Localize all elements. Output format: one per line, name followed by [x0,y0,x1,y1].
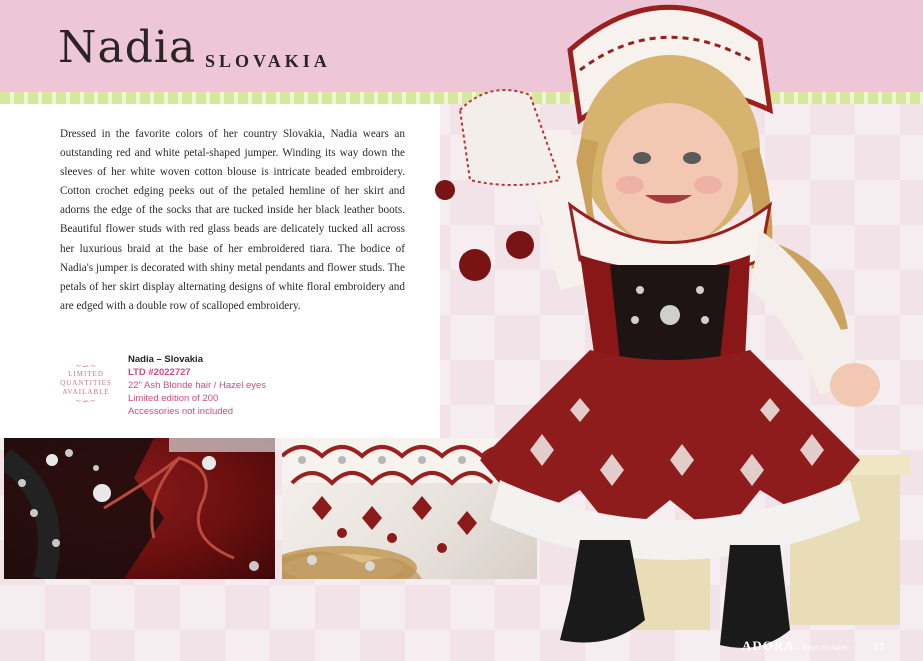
product-name: Nadia – Slovakia [128,354,203,365]
product-accessories: Accessories not included [128,406,234,417]
limited-quantities-badge [58,362,114,406]
badge-ornament-bottom: ~∽~ [75,396,97,406]
doll-name-title: Nadia [58,22,197,73]
bodice-detail-photo [4,438,275,579]
page-footer [742,638,884,654]
product-ltd-number: LTD #2022727 [128,367,191,378]
country-subtitle: SLOVAKIA [205,51,331,71]
product-hair-eyes: 22" Ash Blonde hair / Hazel eyes [128,380,267,391]
brand-tagline: Yours to Adore. [801,643,852,652]
page-number: 23 [873,642,885,653]
product-info [128,353,266,418]
badge-ornament-top: ~∽~ [75,361,97,371]
brand-logo: ADORA. [742,638,799,653]
product-description: Dressed in the favorite colors of her country Slovakia, Nadia wears an outstanding red and white petal-shaped jumper. Winding its way down the sleeves of her white woven cotton blouse is intricate beaded embroidery. Cotton crochet edging peeks out of the petaled hemline of her skirt and adorns the edge of the socks that are tucked inside her black leather boots. Beautiful flower studs with red glass beads are delicately tucked all across her luxurious braid at the base of her embroidered tiara. The bodice of Nadia's jumper is decorated with shiny metal pendants and flower studs. The petals of her skirt display alternating designs of white floral embroidery and are edged with a double row of scalloped embroidery. [60,128,405,312]
badge-line-2: QUANTITIES [60,379,112,387]
badge-line-3: AVAILABLE [62,388,110,396]
doll-photo [430,0,923,661]
product-edition: Limited edition of 200 [128,393,219,404]
badge-line-1: LIMITED [68,370,104,378]
